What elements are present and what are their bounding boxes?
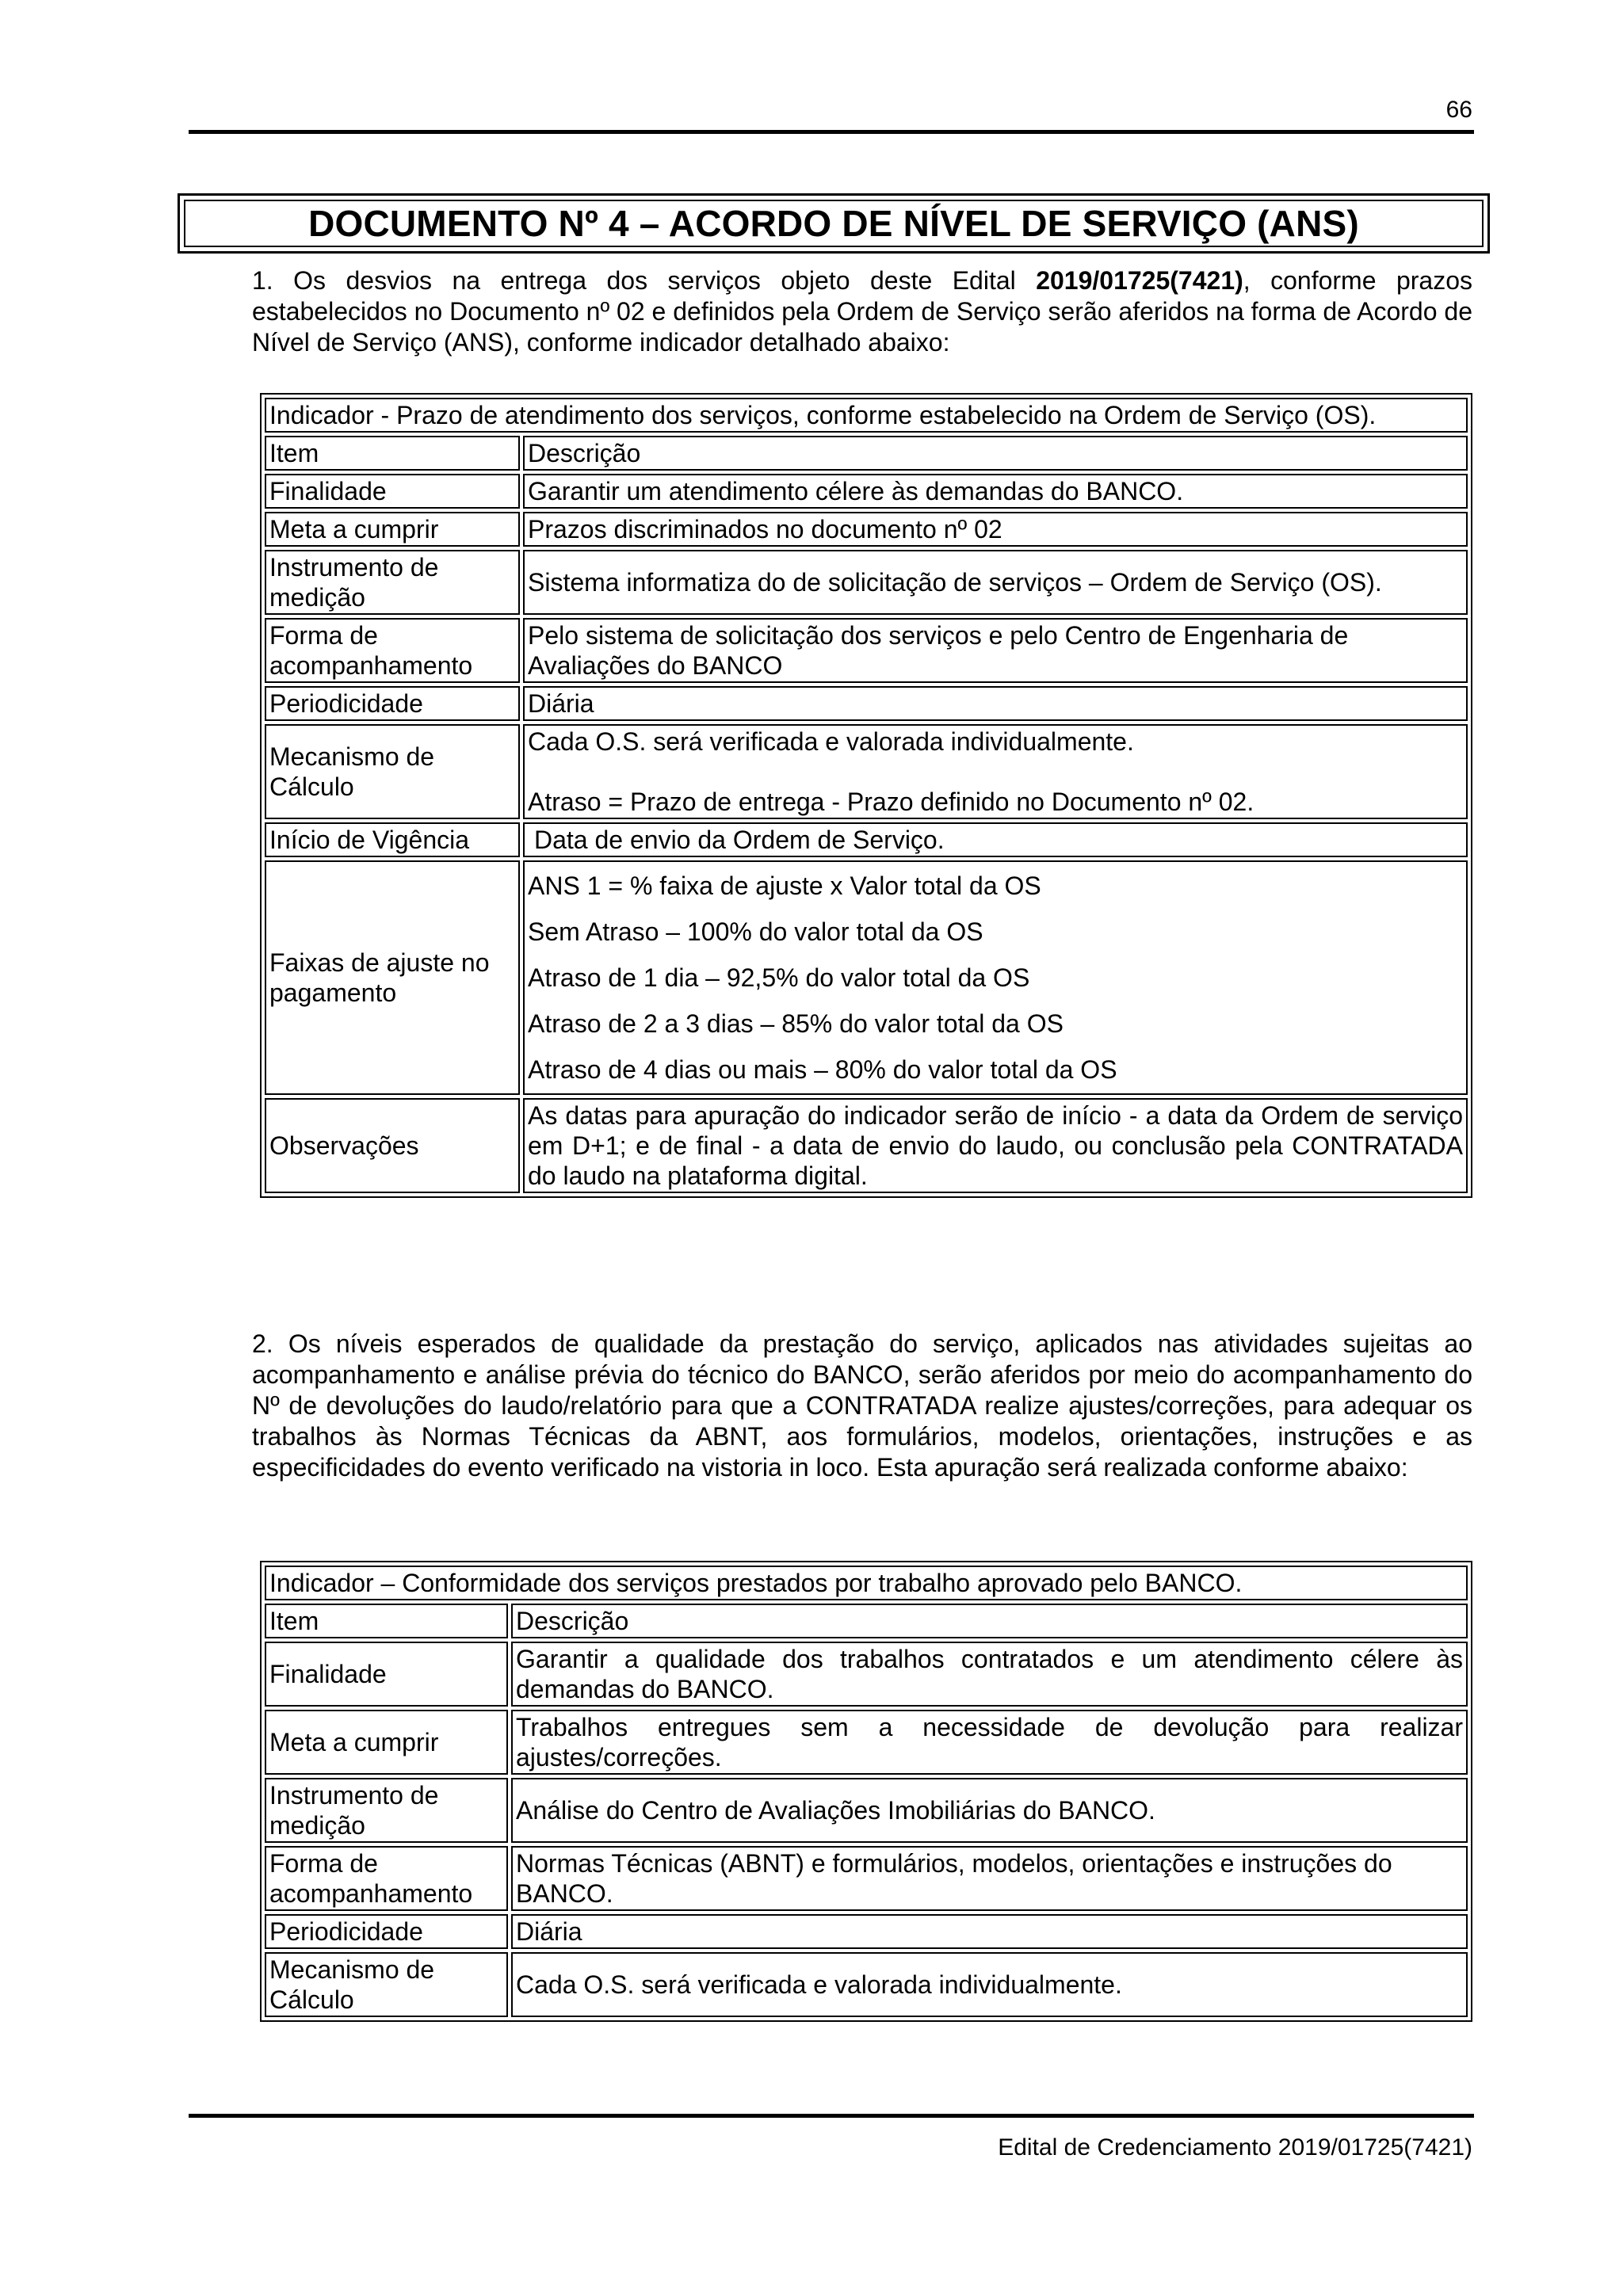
table-row [265,686,1468,721]
periodicidade-value: Diária [523,686,1468,721]
inicio-value: Data de envio da Ordem de Serviço. [523,822,1468,857]
item-label: Item [265,1604,508,1638]
ans-table-prazo [260,393,1472,1198]
paragraph-2: 2. Os níveis esperados de qualidade da prestação do serviço, aplicados nas atividades sujeitas ao acompanhamento e análise prévia do técnico do BANCO, serão aferidos por meio do acompanhamento do Nº de devoluções do laudo/relatório para que a CONTRATADA realize ajustes/correções, para adequar os trabalhos às Normas Técnicas da ABNT, aos formulários, modelos, orientações, instruções e as especificidades do evento verificado na vistoria in loco. Esta apuração será realizada conforme abaixo: [252,1329,1472,1482]
instrumento-label: Instrumento de medição [265,550,520,615]
table-row [265,1952,1468,2017]
ans-table-conformidade [260,1561,1472,2022]
document-title: DOCUMENTO Nº 4 – ACORDO DE NÍVEL DE SERVIÇO (ANS) [184,200,1484,247]
faixa-item: Sem Atraso – 100% do valor total da OS [528,917,983,946]
table-row [265,724,1468,819]
meta-label: Meta a cumprir [265,1710,508,1775]
document-title-box [178,193,1490,254]
table-row [265,860,1468,1095]
table-row [265,550,1468,615]
meta-value: Prazos discriminados no documento nº 02 [523,512,1468,547]
indicator-header: Indicador – Conformidade dos serviços prestados por trabalho aprovado pelo BANCO. [265,1566,1468,1600]
paragraph-1-text-a: 1. Os desvios na entrega dos serviços objeto deste Edital [252,266,1037,295]
faixa-item: Atraso de 4 dias ou mais – 80% do valor total da OS [528,1055,1117,1084]
paragraph-1 [252,265,1472,358]
mecanismo-label: Mecanismo de Cálculo [265,724,520,819]
description-label: Descrição [511,1604,1468,1638]
table-row [265,1566,1468,1600]
meta-label: Meta a cumprir [265,512,520,547]
finalidade-label: Finalidade [265,474,520,509]
periodicidade-label: Periodicidade [265,686,520,721]
finalidade-label: Finalidade [265,1642,508,1707]
mecanismo-value [523,724,1468,819]
observacoes-label: Observações [265,1098,520,1193]
paragraph-1-text-b: , conforme prazos estabelecidos no Documento nº 02 e definidos pela Ordem de Serviço serão aferidos na forma de Acordo de Nível de Serviço (ANS), conforme indicador detalhado abaixo: [252,266,1472,357]
mecanismo-line-1: Cada O.S. será verificada e valorada individualmente. [528,727,1134,756]
table-row [265,1914,1468,1949]
faixa-item: Atraso de 2 a 3 dias – 85% do valor total da OS [528,1009,1064,1038]
table-row [265,822,1468,857]
table-row [265,618,1468,683]
finalidade-value: Garantir um atendimento célere às demandas do BANCO. [523,474,1468,509]
forma-value: Pelo sistema de solicitação dos serviços e pelo Centro de Engenharia de Avaliações do BANCO [523,618,1468,683]
page-number: 66 [1445,97,1472,123]
table-row [265,1642,1468,1707]
table-row [265,436,1468,471]
instrumento-value: Sistema informatiza do de solicitação de serviços – Ordem de Serviço (OS). [523,550,1468,615]
periodicidade-value: Diária [511,1914,1468,1949]
footer-rule [189,2114,1474,2118]
header-rule [189,130,1474,134]
observacoes-value: As datas para apuração do indicador serão de início - a data da Ordem de serviço em D+1; e de final - a data de envio do laudo, ou conclusão pela CONTRATADA do laudo na plataforma digital. [523,1098,1468,1193]
finalidade-value: Garantir a qualidade dos trabalhos contratados e um atendimento célere às demandas do BANCO. [511,1642,1468,1707]
meta-value: Trabalhos entregues sem a necessidade de devolução para realizar ajustes/correções. [511,1710,1468,1775]
footer-text: Edital de Credenciamento 2019/01725(7421) [998,2134,1472,2161]
description-label: Descrição [523,436,1468,471]
table-row [265,474,1468,509]
instrumento-value: Análise do Centro de Avaliações Imobiliárias do BANCO. [511,1778,1468,1843]
table-row [265,398,1468,433]
forma-label: Forma de acompanhamento [265,1846,508,1911]
indicator-header: Indicador - Prazo de atendimento dos serviços, conforme estabelecido na Ordem de Serviço (OS). [265,398,1468,433]
periodicidade-label: Periodicidade [265,1914,508,1949]
faixas-list [523,860,1468,1095]
instrumento-label: Instrumento de medição [265,1778,508,1843]
faixa-item: ANS 1 = % faixa de ajuste x Valor total da OS [528,871,1041,900]
forma-label: Forma de acompanhamento [265,618,520,683]
mecanismo-line-2: Atraso = Prazo de entrega - Prazo definido no Documento nº 02. [528,788,1254,816]
inicio-label: Início de Vigência [265,822,520,857]
mecanismo-label: Mecanismo de Cálculo [265,1952,508,2017]
table-row [265,1710,1468,1775]
mecanismo-value: Cada O.S. será verificada e valorada individualmente. [511,1952,1468,2017]
faixas-label: Faixas de ajuste no pagamento [265,860,520,1095]
table-row [265,512,1468,547]
table-row [265,1098,1468,1193]
item-label: Item [265,436,520,471]
faixa-item: Atraso de 1 dia – 92,5% do valor total da OS [528,963,1030,992]
table-row [265,1846,1468,1911]
table-row [265,1778,1468,1843]
forma-value: Normas Técnicas (ABNT) e formulários, modelos, orientações e instruções do BANCO. [511,1846,1468,1911]
edital-number: 2019/01725(7421) [1036,266,1243,295]
table-row [265,1604,1468,1638]
